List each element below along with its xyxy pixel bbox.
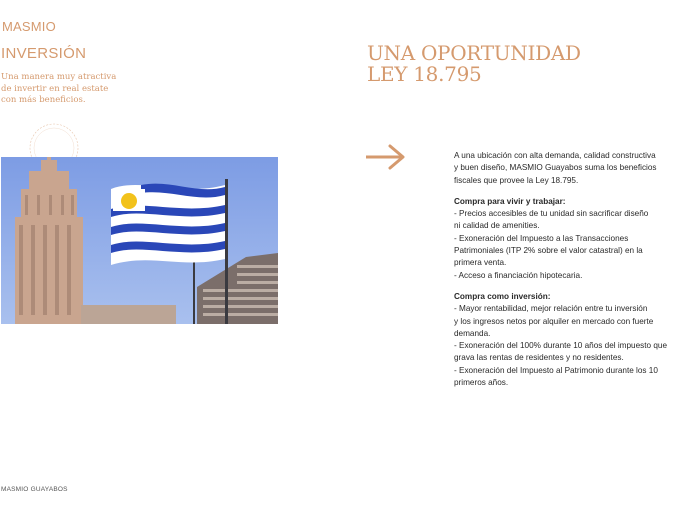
hero-photo bbox=[1, 157, 278, 324]
intro-paragraph bbox=[454, 150, 692, 187]
section2-title: Compra como inversión: bbox=[454, 291, 551, 301]
body-text bbox=[454, 150, 692, 398]
section2-line: - Mayor rentabilidad, mejor relación entre tu inversión bbox=[454, 304, 648, 314]
section1-line: - Acceso a financiación hipotecaria. bbox=[454, 270, 583, 280]
section-title: INVERSIÓN bbox=[1, 45, 87, 62]
section2-line: demanda. bbox=[454, 328, 491, 338]
intro-line: y buen diseño, MASMIO Guayabos suma los beneficios bbox=[454, 163, 657, 173]
section1-line: Patrimoniales (ITP 2% sobre el valor catastral) en la bbox=[454, 246, 643, 256]
uruguay-flag bbox=[111, 184, 225, 265]
intro-line: fiscales que provee la Ley 18.795. bbox=[454, 175, 579, 185]
brand-logo: MASMIO bbox=[2, 19, 56, 34]
section2-line: y los ingresos netos por alquiler en mercado con fuerte bbox=[454, 316, 654, 326]
tagline bbox=[1, 72, 121, 107]
section2-line: primeros años. bbox=[454, 378, 509, 388]
intro-line: A una ubicación con alta demanda, calidad constructiva bbox=[454, 151, 656, 160]
section1-title: Compra para vivir y trabajar: bbox=[454, 196, 566, 206]
page-headline bbox=[367, 43, 581, 85]
section1-line: primera venta. bbox=[454, 258, 507, 268]
tagline-line: de invertir en real estate bbox=[1, 83, 109, 94]
tagline-line: Una manera muy atractiva bbox=[1, 72, 117, 82]
section1-line: ni calidad de amenities. bbox=[454, 221, 540, 231]
section2-line: grava las rentas de residentes y no residentes. bbox=[454, 353, 624, 363]
arrow-right-icon bbox=[366, 143, 406, 171]
section1-line: - Exoneración del Impuesto a las Transacciones bbox=[454, 233, 629, 243]
headline-line: LEY 18.795 bbox=[367, 62, 482, 86]
section1-line: - Precios accesibles de tu unidad sin sacrificar diseño bbox=[454, 209, 649, 219]
footer-brand: MASMIO GUAYABOS bbox=[1, 486, 68, 493]
section1-block bbox=[454, 196, 692, 282]
section2-line: - Exoneración del 100% durante 10 años del impuesto que bbox=[454, 341, 668, 351]
headline-line: UNA OPORTUNIDAD bbox=[367, 41, 581, 65]
section2-block bbox=[454, 291, 692, 389]
tagline-line: con más beneficios. bbox=[1, 95, 86, 105]
section2-line: - Exoneración del Impuesto al Patrimonio durante los 10 bbox=[454, 365, 658, 375]
